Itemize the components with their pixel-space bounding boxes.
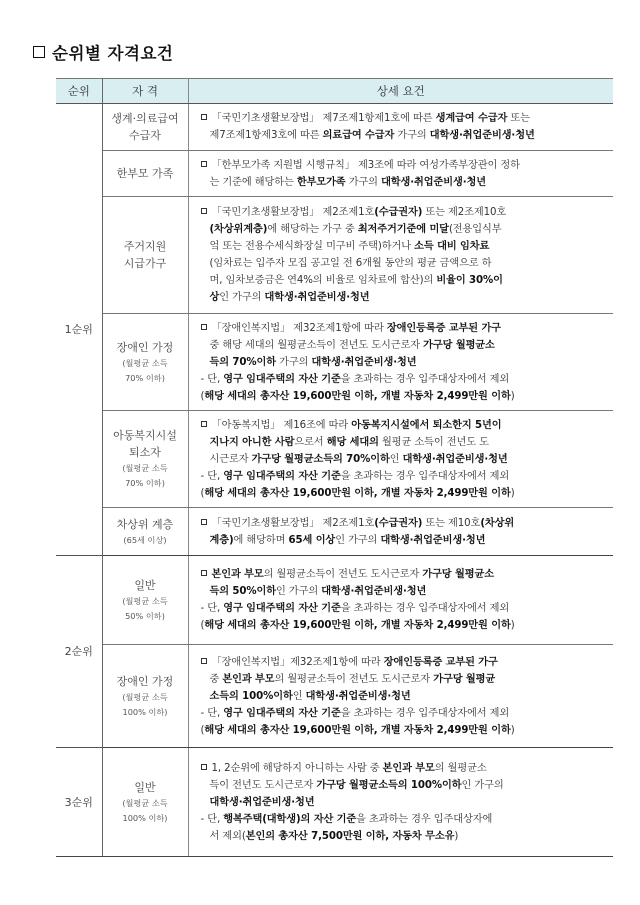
qualification-cell: 주거지원 시급가구 bbox=[102, 197, 188, 314]
table-row bbox=[56, 508, 613, 556]
qualification-cell: 일반 (월평균 소득 50% 이하) bbox=[102, 556, 188, 645]
square-bullet-icon bbox=[201, 421, 207, 427]
square-bullet-icon bbox=[33, 46, 45, 58]
square-bullet-icon bbox=[201, 764, 207, 770]
section-title bbox=[33, 40, 173, 64]
eligibility-table bbox=[56, 78, 613, 857]
qualification-cell: 일반 (월평균 소득 100% 이하) bbox=[102, 748, 188, 857]
table-row bbox=[56, 556, 613, 645]
table-row bbox=[56, 104, 613, 151]
rank-cell: 3순위 bbox=[56, 748, 102, 857]
square-bullet-icon bbox=[201, 208, 207, 214]
table-header-row bbox=[56, 79, 613, 104]
table-row bbox=[56, 197, 613, 314]
qualification-cell: 한부모 가족 bbox=[102, 151, 188, 197]
detail-cell: 「국민기초생활보장법」 제2조제1호(수급권자) 또는 제10호(차상위 계층)에 해당하며 65세 이상인 가구의 대학생·취업준비생·청년 bbox=[188, 508, 613, 556]
qualification-cell: 장애인 가정 (월평균 소득 70% 이하) bbox=[102, 314, 188, 411]
header-qualification: 자 격 bbox=[102, 79, 188, 104]
detail-cell: 「장애인복지법」제32조제1항에 따라 장애인등록증 교부된 가구 중 본인과 부모의 월평균소득이 전년도 도시근로자 가구당 월평균 소득의 100%이하인 대학생·취업준비생·청년 - 단, 영구 임대주택의 자산 기준을 초과하는 경우 입주대상자에서 제외 (해당 세대의 총자산 19,600만원 이하, 개별 자동차 2,499만원 이하) bbox=[188, 645, 613, 748]
detail-cell: 「국민기초생활보장법」 제7조제1항제1호에 따른 생계급여 수급자 또는 제7조제1항제3호에 따른 의료급여 수급자 가구의 대학생·취업준비생·청년 bbox=[188, 104, 613, 151]
detail-cell: 본인과 부모의 월평균소득이 전년도 도시근로자 가구당 월평균소 득의 50%이하인 가구의 대학생·취업준비생·청년 - 단, 영구 임대주택의 자산 기준을 초과하는 경우 입주대상자에서 제외 (해당 세대의 총자산 19,600만원 이하, 개별 자동차 2,499만원 이하) bbox=[188, 556, 613, 645]
rank-cell: 1순위 bbox=[56, 104, 102, 556]
table-row bbox=[56, 748, 613, 857]
detail-cell: 「한부모가족 지원법 시행규칙」 제3조에 따라 여성가족부장관이 정하 는 기준에 해당하는 한부모가족 가구의 대학생·취업준비생·청년 bbox=[188, 151, 613, 197]
detail-cell: 「국민기초생활보장법」 제2조제1호(수급권자) 또는 제2조제10호 (차상위계층)에 해당하는 가구 중 최저주거기준에 미달(전용입식부 엌 또는 전용수세식화장실 미구비 주택)하거나 소득 대비 임차료 (임차료는 입주자 모집 공고일 전 6개월 동안의 평균 금액으로 하 며, 임차보증금은 연4%의 비율로 임차료에 합산)의 비율이 30%이 상인 가구의 대학생·취업준비생·청년 bbox=[188, 197, 613, 314]
table-row bbox=[56, 645, 613, 748]
square-bullet-icon bbox=[201, 114, 207, 120]
detail-cell: 「장애인복지법」 제32조제1항에 따라 장애인등록증 교부된 가구 중 해당 세대의 월평균소득이 전년도 도시근로자 가구당 월평균소 득의 70%이하 가구의 대학생·취업준비생·청년 - 단, 영구 임대주택의 자산 기준을 초과하는 경우 입주대상자에서 제외 (해당 세대의 총자산 19,600만원 이하, 개별 자동차 2,499만원 이하) bbox=[188, 314, 613, 411]
square-bullet-icon bbox=[201, 324, 207, 330]
qualification-cell: 아동복지시설 퇴소자 (월평균 소득 70% 이하) bbox=[102, 411, 188, 508]
qualification-cell: 차상위 계층 (65세 이상) bbox=[102, 508, 188, 556]
rank-cell: 2순위 bbox=[56, 556, 102, 748]
square-bullet-icon bbox=[201, 161, 207, 167]
header-detail: 상세 요건 bbox=[188, 79, 613, 104]
qualification-cell: 장애인 가정 (월평균 소득 100% 이하) bbox=[102, 645, 188, 748]
detail-cell: 「아동복지법」 제16조에 따라 아동복지시설에서 퇴소한지 5년이 지나지 아니한 사람으로서 해당 세대의 월평균 소득이 전년도 도 시근로자 가구당 월평균소득의 70%이하인 대학생·취업준비생·청년 - 단, 영구 임대주택의 자산 기준을 초과하는 경우 입주대상자에서 제외 (해당 세대의 총자산 19,600만원 이하, 개별 자동차 2,499만원 이하) bbox=[188, 411, 613, 508]
table-row bbox=[56, 314, 613, 411]
square-bullet-icon bbox=[201, 658, 207, 664]
section-title-text: 순위별 자격요건 bbox=[52, 44, 174, 63]
table-row bbox=[56, 411, 613, 508]
table-row bbox=[56, 151, 613, 197]
square-bullet-icon bbox=[201, 570, 207, 576]
qualification-cell: 생계·의료급여 수급자 bbox=[102, 104, 188, 151]
square-bullet-icon bbox=[201, 519, 207, 525]
detail-cell: 1, 2순위에 해당하지 아니하는 사람 중 본인과 부모의 월평균소 득이 전년도 도시근로자 가구당 월평균소득의 100%이하인 가구의 대학생·취업준비생·청년 - 단, 행복주택(대학생)의 자산 기준을 초과하는 경우 입주대상자에 서 제외(본인의 총자산 7,500만원 이하, 자동차 무소유) bbox=[188, 748, 613, 857]
header-rank: 순위 bbox=[56, 79, 102, 104]
